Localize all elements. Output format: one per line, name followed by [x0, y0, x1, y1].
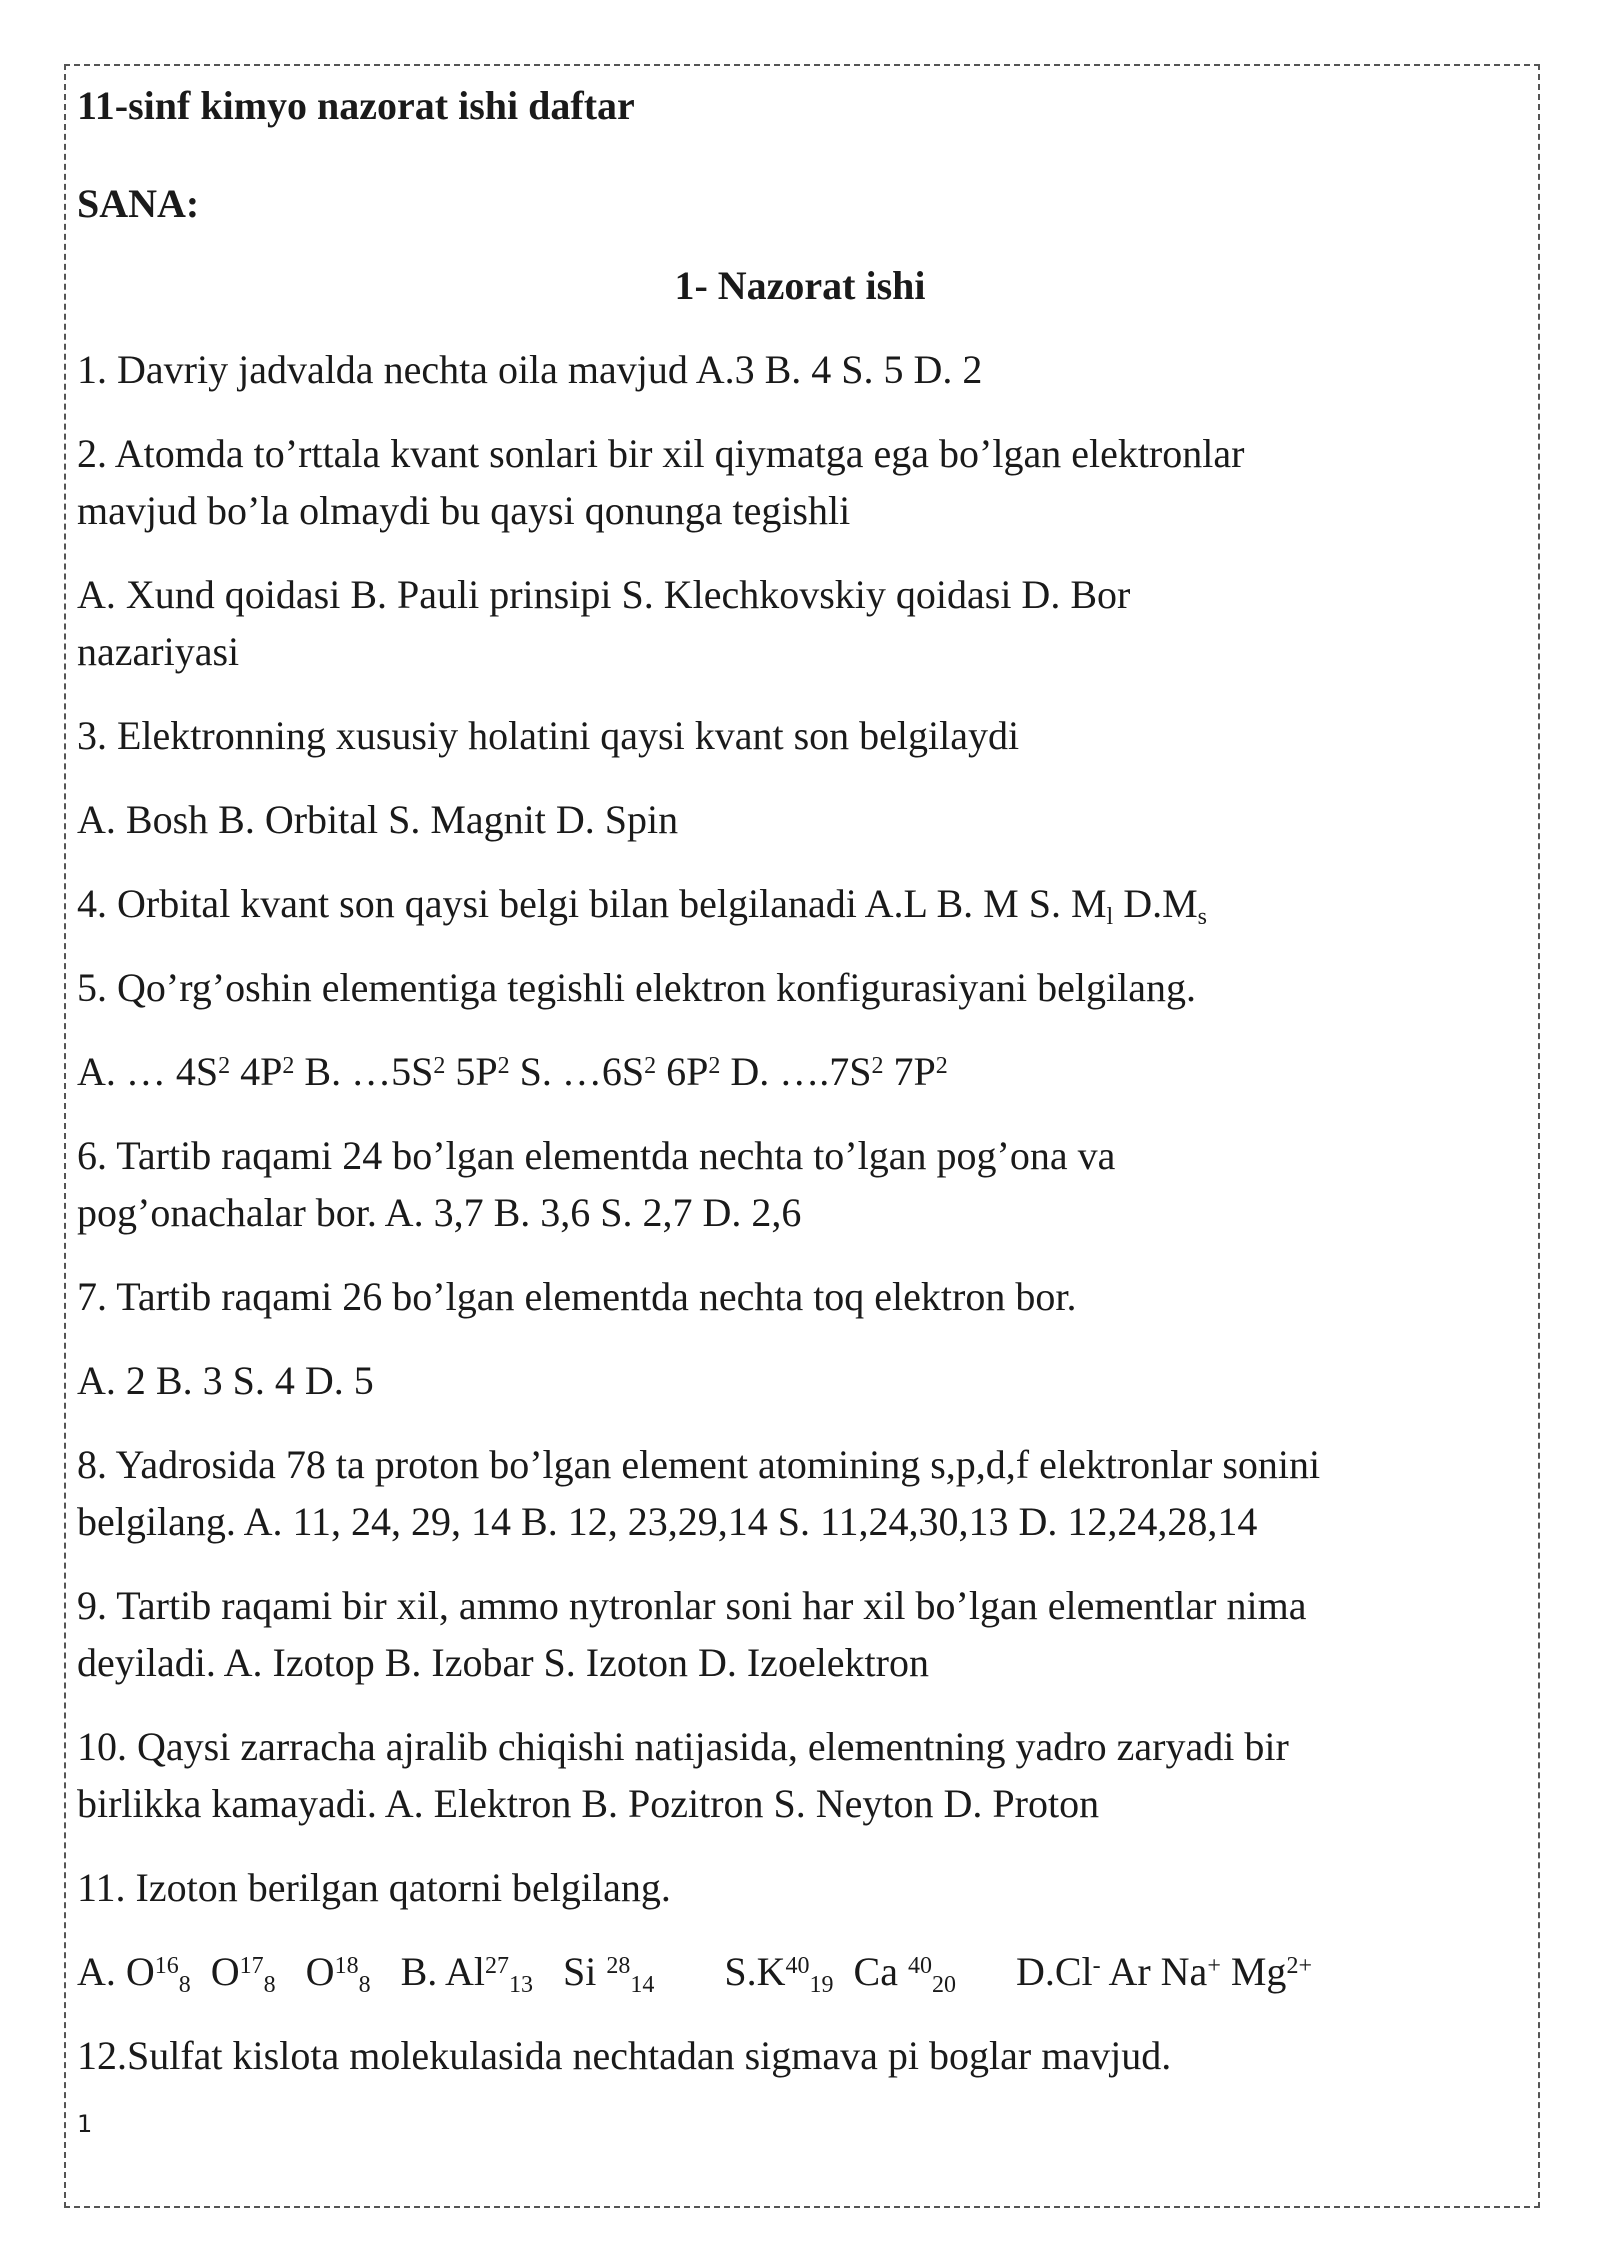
question-6-line-2: pog’onachalar bor. A. 3,7 B. 3,6 S. 2,7 D. 2,6 — [77, 1190, 802, 1235]
date-label: SANA: — [77, 181, 200, 226]
question-12: 12.Sulfat kislota molekulasida nechtadan sigmava pi boglar mavjud. — [77, 2033, 1172, 2078]
question-8-line-2: belgilang. A. 11, 24, 29, 14 B. 12, 23,29,14 S. 11,24,30,13 D. 12,24,28,14 — [77, 1499, 1258, 1544]
question-9-line-1: 9. Tartib raqami bir xil, ammo nytronlar soni har xil bo’lgan elementlar nima — [77, 1583, 1307, 1628]
question-2-options-line-1: A. Xund qoidasi B. Pauli prinsipi S. Klechkovskiy qoidasi D. Bor — [77, 572, 1131, 617]
question-2-line-1: 2. Atomda to’rttala kvant sonlari bir xil qiymatga ega bo’lgan elektronlar — [77, 431, 1245, 476]
question-5-options: A. … $4S^2$ $4P^2$ B. $\dots 5S^2$ $5P^2$ S. $\dots 6S^2$ $6P^2$ D. $\dots.7S^2$ $7P^2$ — [77, 1049, 948, 1094]
question-9-line-2: deyiladi. A. Izotop B. Izobar S. Izoton D. Izoelektron — [77, 1640, 929, 1685]
question-2-line-2: mavjud bo’la olmaydi bu qaysi qonunga tegishli — [77, 488, 851, 533]
question-3: 3. Elektronning xususiy holatini qaysi kvant son belgilaydi — [77, 713, 1020, 758]
question-10-line-1: 10. Qaysi zarracha ajralib chiqishi natijasida, elementning yadro zaryadi bir — [77, 1724, 1289, 1769]
page-number: 1 — [77, 2110, 93, 2138]
question-3-options: A. Bosh B. Orbital S. Magnit D. Spin — [77, 797, 679, 842]
question-11-options: A. $O^{16}_8$ $O^{17}_8$ $O^{18}_8$ B. $Al^{27}_{13}$ Si $^{28}_{14}$ $S.K^{40}_{19}$ Ca $^{40}_{20}$ D.Cl- Ar Na+ $Mg^{2+}$ — [77, 1949, 1312, 1999]
section-title: 1- Nazorat ishi — [674, 263, 926, 308]
question-1: 1. Davriy jadvalda nechta oila mavjud A.3 B. 4 S. 5 D. 2 — [77, 347, 983, 392]
question-8-line-1: 8. Yadrosida 78 ta proton bo’lgan element atomining s,p,d,f elektronlar sonini — [77, 1442, 1321, 1487]
question-6-line-1: 6. Tartib raqami 24 bo’lgan elementda nechta to’lgan pog’ona va — [77, 1133, 1116, 1178]
question-7-options: A. 2 B. 3 S. 4 D. 5 — [77, 1358, 374, 1403]
question-7: 7. Tartib raqami 26 bo’lgan elementda nechta toq elektron bor. — [77, 1274, 1077, 1319]
question-5: 5. Qo’rg’oshin elementiga tegishli elektron konfigurasiyani belgilang. — [77, 965, 1197, 1010]
document-title: 11-sinf kimyo nazorat ishi daftar — [77, 83, 635, 128]
question-2-options-line-2: nazariyasi — [77, 629, 240, 674]
question-4: 4. Orbital kvant son qaysi belgi bilan belgilanadi A.L B. M S. $M_l$ $D.M_s$ — [77, 881, 1207, 931]
question-10-line-2: birlikka kamayadi. A. Elektron B. Pozitron S. Neyton D. Proton — [77, 1781, 1100, 1826]
question-11: 11. Izoton berilgan qatorni belgilang. — [77, 1865, 671, 1910]
